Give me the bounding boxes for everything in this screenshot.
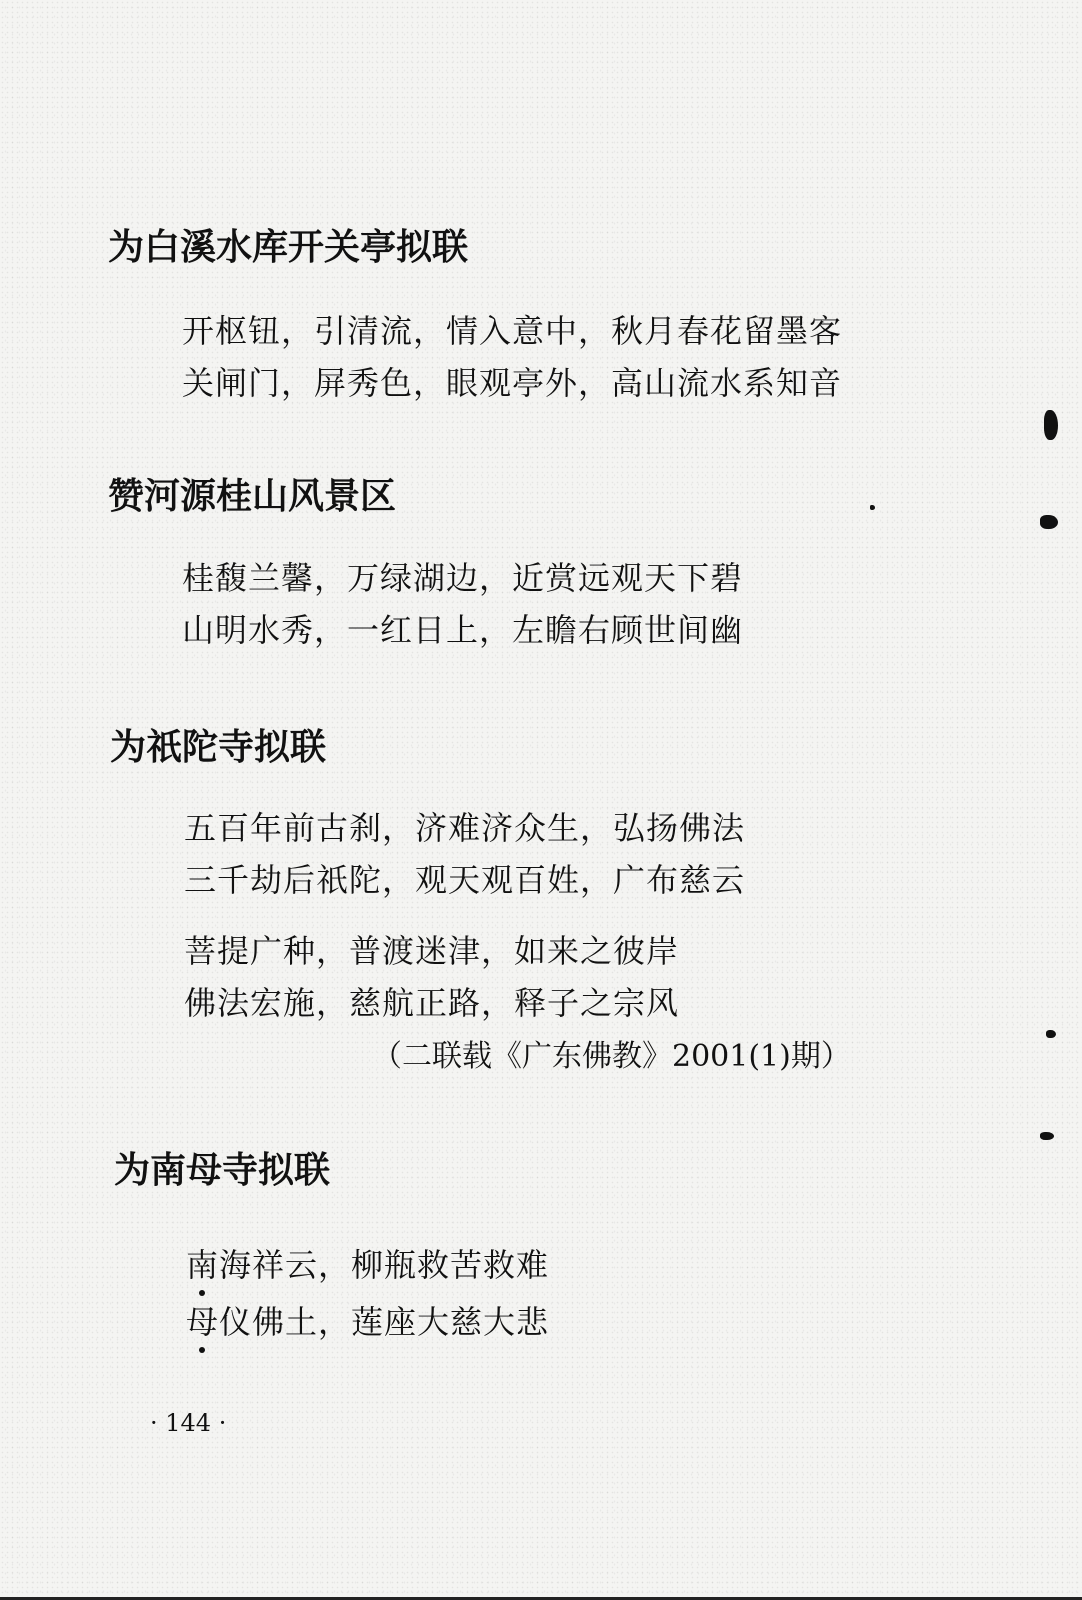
page-number: · 144 · — [150, 1409, 227, 1437]
section-title-guishan-scenic-area: 赞河源桂山风景区 — [108, 476, 397, 517]
emphasis-dot — [199, 1290, 205, 1296]
section-title-zhituo-temple: 为祇陀寺拟联 — [110, 727, 327, 768]
couplet-line: 南海祥云，柳瓶救苦救难 — [186, 1246, 550, 1284]
section-title-nanmu-temple: 为南母寺拟联 — [114, 1150, 331, 1191]
couplet-line: 桂馥兰馨，万绿湖边，近赏远观天下碧 — [182, 559, 744, 597]
scan-speck — [1040, 515, 1058, 529]
scan-speck — [1040, 1132, 1054, 1140]
couplet-line: 开枢钮，引清流，情入意中，秋月春花留墨客 — [182, 312, 843, 350]
source-citation: （二联载《广东佛教》2001(1)期） — [372, 1039, 851, 1074]
couplet-line: 山明水秀，一红日上，左瞻右顾世间幽 — [182, 611, 744, 649]
couplet-line: 菩提广种，普渡迷津，如来之彼岸 — [184, 932, 680, 970]
emphasis-dot — [199, 1347, 205, 1353]
scan-speck — [1046, 1030, 1056, 1038]
couplet-line: 关闸门，屏秀色，眼观亭外，高山流水系知音 — [182, 364, 843, 402]
scan-speck — [870, 505, 875, 510]
couplet-line: 五百年前古刹，济难济众生，弘扬佛法 — [184, 809, 746, 847]
couplet-line: 母仪佛土，莲座大慈大悲 — [186, 1303, 550, 1341]
couplet-line: 三千劫后祇陀，观天观百姓，广布慈云 — [184, 861, 746, 899]
couplet-line: 佛法宏施，慈航正路，释子之宗风 — [184, 984, 680, 1022]
section-title-baixi-reservoir: 为白溪水库开关亭拟联 — [108, 227, 469, 268]
scan-speck — [1044, 410, 1058, 440]
